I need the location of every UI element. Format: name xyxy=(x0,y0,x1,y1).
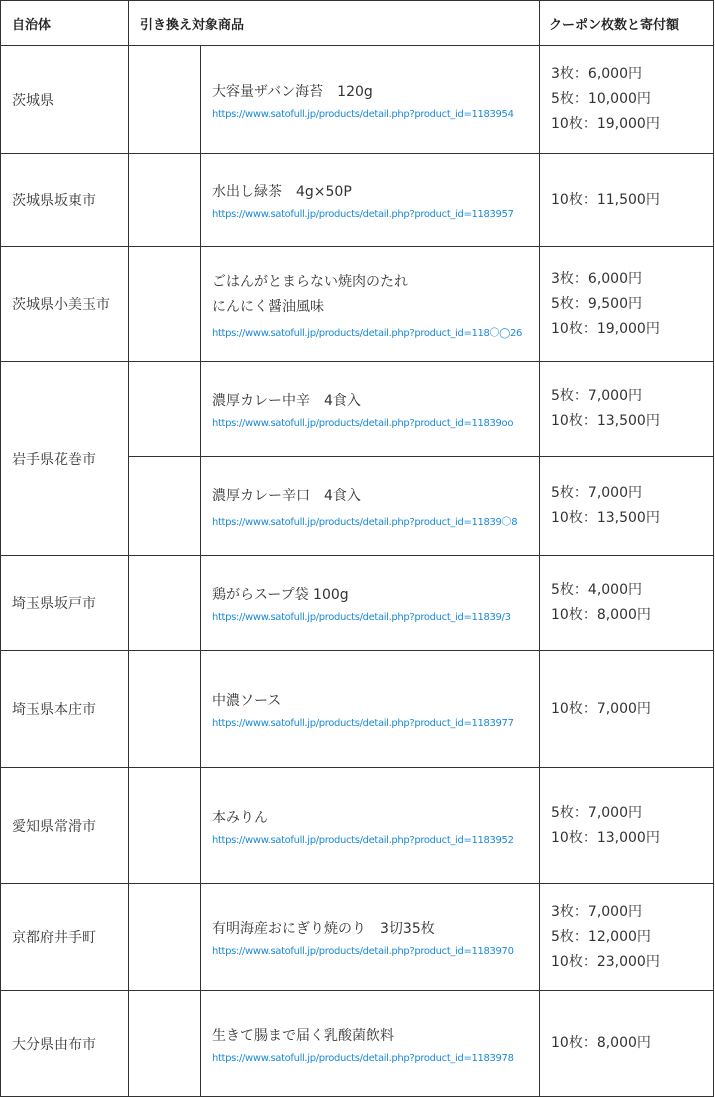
product-link[interactable]: https://www.satofull.jp/products/detail.php?product_id=11839/3 xyxy=(212,612,511,623)
table-row xyxy=(1,247,714,362)
image-cell xyxy=(129,991,201,1097)
image-cell xyxy=(129,362,201,457)
product-link[interactable]: https://www.satofull.jp/products/detail.php?product_id=11839oo xyxy=(212,418,514,429)
product-cell xyxy=(201,247,540,362)
product-link[interactable]: https://www.satofull.jp/products/detail.php?product_id=1183977 xyxy=(212,718,514,729)
municipality-cell: 埼玉県本庄市 xyxy=(1,651,129,768)
municipality-cell: 埼玉県坂戸市 xyxy=(1,556,129,651)
header-product: 引き換え対象商品 xyxy=(129,1,540,46)
product-link[interactable]: https://www.satofull.jp/products/detail.php?product_id=11839〇8 xyxy=(212,517,518,528)
coupon-line: 10枚：13,500円 xyxy=(551,413,660,429)
product-name: 有明海産おにぎり焼のり 3切35枚 xyxy=(212,921,435,937)
product-cell xyxy=(201,154,540,247)
product-cell xyxy=(201,884,540,991)
product-cell xyxy=(201,651,540,768)
coupon-line: 10枚：19,000円 xyxy=(551,116,660,132)
product-cell xyxy=(201,362,540,457)
coupon-cell xyxy=(540,991,714,1097)
image-cell xyxy=(129,768,201,884)
municipality-cell: 大分県由布市 xyxy=(1,991,129,1097)
product-name: 中濃ソース xyxy=(212,693,282,709)
product-link[interactable]: https://www.satofull.jp/products/detail.php?product_id=1183970 xyxy=(212,946,514,957)
coupon-cell xyxy=(540,247,714,362)
product-cell xyxy=(201,457,540,556)
product-cell xyxy=(201,556,540,651)
coupon-line: 10枚：8,000円 xyxy=(551,1035,651,1051)
product-cell xyxy=(201,46,540,154)
municipality-cell: 茨城県小美玉市 xyxy=(1,247,129,362)
product-cell xyxy=(201,991,540,1097)
table-row xyxy=(1,651,714,768)
coupon-cell xyxy=(540,651,714,768)
header-row xyxy=(1,1,714,46)
table-row xyxy=(1,884,714,991)
image-cell xyxy=(129,556,201,651)
municipality-cell: 茨城県坂東市 xyxy=(1,154,129,247)
image-cell xyxy=(129,247,201,362)
table-row xyxy=(1,154,714,247)
coupon-line: 5枚：4,000円 xyxy=(551,582,643,598)
coupon-cell xyxy=(540,154,714,247)
product-name: 濃厚カレー中辛 4食入 xyxy=(212,393,361,409)
product-link[interactable]: https://www.satofull.jp/products/detail.php?product_id=1183978 xyxy=(212,1052,514,1064)
product-name: 本みりん xyxy=(212,809,268,826)
image-cell xyxy=(129,46,201,154)
coupon-cell xyxy=(540,46,714,154)
header-coupon: クーポン枚数と寄付額 xyxy=(540,1,714,46)
municipality-cell: 岩手県花巻市 xyxy=(1,362,129,556)
product-name-line: にんにく醤油風味 xyxy=(212,298,324,315)
header-municipality: 自治体 xyxy=(1,1,129,46)
municipality-cell: 京都府井手町 xyxy=(1,884,129,991)
coupon-line: 5枚：7,000円 xyxy=(551,485,643,501)
image-cell xyxy=(129,651,201,768)
coupon-line: 5枚：10,000円 xyxy=(551,91,651,107)
coupon-cell xyxy=(540,884,714,991)
product-name-line: ごはんがとまらない焼肉のたれ xyxy=(212,273,408,290)
table-row xyxy=(1,991,714,1097)
coupon-line: 5枚：7,000円 xyxy=(551,388,643,404)
product-name: 水出し緑茶 4g×50P xyxy=(212,184,352,200)
coupon-line: 10枚：13,000円 xyxy=(551,829,660,846)
coupon-cell xyxy=(540,457,714,556)
coupon-line: 10枚：23,000円 xyxy=(551,953,660,970)
table-row xyxy=(1,768,714,884)
coupon-line: 10枚：8,000円 xyxy=(551,607,651,623)
product-link[interactable]: https://www.satofull.jp/products/detail.php?product_id=118〇◯26 xyxy=(212,327,523,339)
coupon-line: 5枚：12,000円 xyxy=(551,928,651,945)
coupon-line: 10枚：13,500円 xyxy=(551,510,660,526)
product-name: 生きて腸まで届く乳酸菌飲料 xyxy=(212,1027,394,1044)
coupon-line: 3枚：6,000円 xyxy=(551,66,643,82)
table-row xyxy=(1,362,714,457)
image-cell xyxy=(129,884,201,991)
product-name: 鶏がらスープ袋 100g xyxy=(212,587,349,603)
coupon-line: 10枚：11,500円 xyxy=(551,191,660,208)
image-cell xyxy=(129,154,201,247)
municipality-cell: 愛知県常滑市 xyxy=(1,768,129,884)
product-link[interactable]: https://www.satofull.jp/products/detail.php?product_id=1183952 xyxy=(212,834,514,846)
municipality-cell: 茨城県 xyxy=(1,46,129,154)
coupon-line: 5枚：9,500円 xyxy=(551,295,643,312)
coupon-line: 3枚：6,000円 xyxy=(551,270,643,287)
product-link[interactable]: https://www.satofull.jp/products/detail.php?product_id=1183954 xyxy=(212,108,514,120)
coupon-line: 10枚：19,000円 xyxy=(551,320,660,337)
table-row xyxy=(1,556,714,651)
coupon-cell xyxy=(540,362,714,457)
coupon-line: 10枚：7,000円 xyxy=(551,700,651,717)
product-name: 濃厚カレー辛口 4食入 xyxy=(212,488,361,504)
coupon-cell xyxy=(540,768,714,884)
coupon-line: 3枚：7,000円 xyxy=(551,903,643,920)
table-row xyxy=(1,46,714,154)
product-cell xyxy=(201,768,540,884)
product-link[interactable]: https://www.satofull.jp/products/detail.php?product_id=1183957 xyxy=(212,209,514,220)
coupon-line: 5枚：7,000円 xyxy=(551,804,643,821)
image-cell xyxy=(129,457,201,556)
coupon-cell xyxy=(540,556,714,651)
product-name: 大容量ザバン海苔 120g xyxy=(212,83,373,100)
